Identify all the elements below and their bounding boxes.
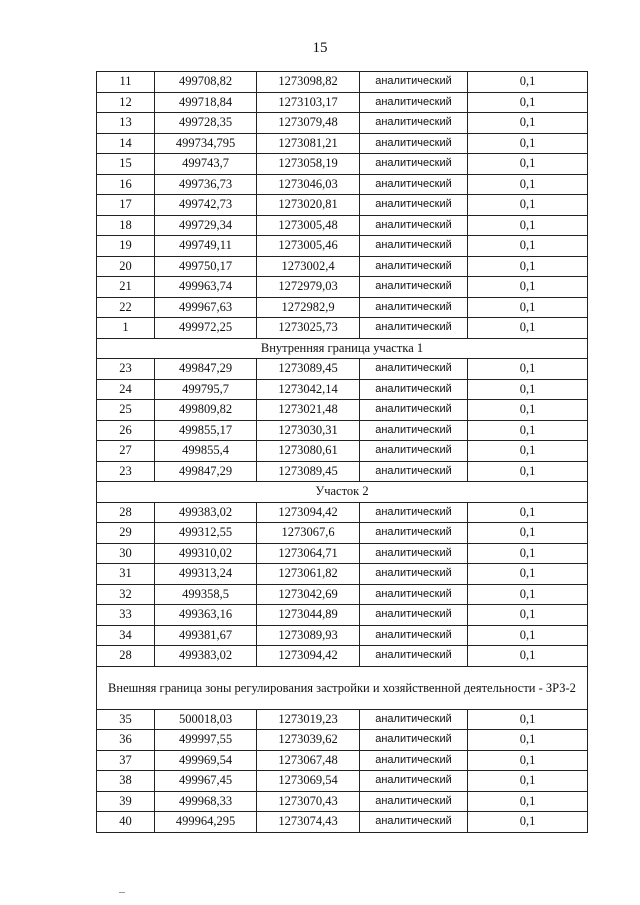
x-coordinate-cell: 500018,03 <box>155 709 257 730</box>
table-row <box>97 543 588 564</box>
accuracy-cell: 0,1 <box>468 791 588 812</box>
accuracy-cell: 0,1 <box>468 400 588 421</box>
method-cell: аналитический <box>360 812 468 833</box>
point-number-cell: 36 <box>97 730 155 751</box>
y-coordinate-cell: 1273002,4 <box>257 256 360 277</box>
x-coordinate-cell: 499963,74 <box>155 277 257 298</box>
accuracy-cell: 0,1 <box>468 215 588 236</box>
y-coordinate-cell: 1273064,71 <box>257 543 360 564</box>
table-row <box>97 791 588 812</box>
table-row <box>97 750 588 771</box>
point-number-cell: 29 <box>97 523 155 544</box>
point-number-cell: 18 <box>97 215 155 236</box>
accuracy-cell: 0,1 <box>468 730 588 751</box>
x-coordinate-cell: 499736,73 <box>155 174 257 195</box>
table-row <box>97 625 588 646</box>
point-number-cell: 15 <box>97 154 155 175</box>
accuracy-cell: 0,1 <box>468 236 588 257</box>
method-cell: аналитический <box>360 174 468 195</box>
method-cell: аналитический <box>360 379 468 400</box>
point-number-cell: 23 <box>97 461 155 482</box>
x-coordinate-cell: 499855,17 <box>155 420 257 441</box>
table-row <box>97 215 588 236</box>
method-cell: аналитический <box>360 400 468 421</box>
accuracy-cell: 0,1 <box>468 277 588 298</box>
point-number-cell: 39 <box>97 791 155 812</box>
accuracy-cell: 0,1 <box>468 461 588 482</box>
table-row <box>97 297 588 318</box>
section-header-row <box>97 482 588 503</box>
y-coordinate-cell: 1273005,46 <box>257 236 360 257</box>
method-cell: аналитический <box>360 277 468 298</box>
table-row <box>97 256 588 277</box>
point-number-cell: 12 <box>97 92 155 113</box>
accuracy-cell: 0,1 <box>468 646 588 667</box>
point-number-cell: 33 <box>97 605 155 626</box>
x-coordinate-cell: 499743,7 <box>155 154 257 175</box>
method-cell: аналитический <box>360 318 468 339</box>
accuracy-cell: 0,1 <box>468 605 588 626</box>
method-cell: аналитический <box>360 771 468 792</box>
point-number-cell: 23 <box>97 359 155 380</box>
method-cell: аналитический <box>360 564 468 585</box>
table-row <box>97 584 588 605</box>
accuracy-cell: 0,1 <box>468 771 588 792</box>
point-number-cell: 34 <box>97 625 155 646</box>
table-row <box>97 420 588 441</box>
page-number: 15 <box>312 40 328 56</box>
table-row <box>97 812 588 833</box>
accuracy-cell: 0,1 <box>468 750 588 771</box>
y-coordinate-cell: 1273044,89 <box>257 605 360 626</box>
x-coordinate-cell: 499847,29 <box>155 359 257 380</box>
x-coordinate-cell: 499750,17 <box>155 256 257 277</box>
y-coordinate-cell: 1273069,54 <box>257 771 360 792</box>
method-cell: аналитический <box>360 297 468 318</box>
accuracy-cell: 0,1 <box>468 625 588 646</box>
method-cell: аналитический <box>360 92 468 113</box>
section-title: Внутренняя граница участка 1 <box>97 338 588 359</box>
method-cell: аналитический <box>360 461 468 482</box>
x-coordinate-cell: 499728,35 <box>155 113 257 134</box>
table-row <box>97 564 588 585</box>
accuracy-cell: 0,1 <box>468 174 588 195</box>
y-coordinate-cell: 1272979,03 <box>257 277 360 298</box>
point-number-cell: 26 <box>97 420 155 441</box>
y-coordinate-cell: 1273094,42 <box>257 646 360 667</box>
accuracy-cell: 0,1 <box>468 297 588 318</box>
table-row <box>97 236 588 257</box>
table-row <box>97 400 588 421</box>
y-coordinate-cell: 1273019,23 <box>257 709 360 730</box>
method-cell: аналитический <box>360 420 468 441</box>
y-coordinate-cell: 1273081,21 <box>257 133 360 154</box>
section-header-row <box>97 338 588 359</box>
y-coordinate-cell: 1273042,14 <box>257 379 360 400</box>
point-number-cell: 30 <box>97 543 155 564</box>
method-cell: аналитический <box>360 441 468 462</box>
table-row <box>97 771 588 792</box>
y-coordinate-cell: 1273025,73 <box>257 318 360 339</box>
method-cell: аналитический <box>360 625 468 646</box>
section-header-row <box>97 666 588 709</box>
y-coordinate-cell: 1273042,69 <box>257 584 360 605</box>
method-cell: аналитический <box>360 730 468 751</box>
accuracy-cell: 0,1 <box>468 812 588 833</box>
y-coordinate-cell: 1273058,19 <box>257 154 360 175</box>
table-row <box>97 730 588 751</box>
table-row <box>97 113 588 134</box>
x-coordinate-cell: 499742,73 <box>155 195 257 216</box>
method-cell: аналитический <box>360 605 468 626</box>
y-coordinate-cell: 1273079,48 <box>257 113 360 134</box>
accuracy-cell: 0,1 <box>468 584 588 605</box>
table-row <box>97 441 588 462</box>
accuracy-cell: 0,1 <box>468 318 588 339</box>
method-cell: аналитический <box>360 359 468 380</box>
y-coordinate-cell: 1273030,31 <box>257 420 360 441</box>
table-row <box>97 154 588 175</box>
accuracy-cell: 0,1 <box>468 195 588 216</box>
y-coordinate-cell: 1273103,17 <box>257 92 360 113</box>
y-coordinate-cell: 1273098,82 <box>257 72 360 93</box>
x-coordinate-cell: 499310,02 <box>155 543 257 564</box>
point-number-cell: 24 <box>97 379 155 400</box>
point-number-cell: 35 <box>97 709 155 730</box>
y-coordinate-cell: 1273089,45 <box>257 461 360 482</box>
point-number-cell: 13 <box>97 113 155 134</box>
method-cell: аналитический <box>360 750 468 771</box>
x-coordinate-cell: 499972,25 <box>155 318 257 339</box>
table-row <box>97 379 588 400</box>
accuracy-cell: 0,1 <box>468 359 588 380</box>
point-number-cell: 27 <box>97 441 155 462</box>
x-coordinate-cell: 499964,295 <box>155 812 257 833</box>
section-title: Внешняя граница зоны регулирования застройки и хозяйственной деятельности - ЗРЗ-2 <box>97 666 588 709</box>
point-number-cell: 32 <box>97 584 155 605</box>
x-coordinate-cell: 499969,54 <box>155 750 257 771</box>
method-cell: аналитический <box>360 133 468 154</box>
table-row <box>97 523 588 544</box>
table-row <box>97 133 588 154</box>
x-coordinate-cell: 499358,5 <box>155 584 257 605</box>
point-number-cell: 25 <box>97 400 155 421</box>
x-coordinate-cell: 499847,29 <box>155 461 257 482</box>
table-row <box>97 72 588 93</box>
point-number-cell: 17 <box>97 195 155 216</box>
point-number-cell: 38 <box>97 771 155 792</box>
x-coordinate-cell: 499997,55 <box>155 730 257 751</box>
accuracy-cell: 0,1 <box>468 379 588 400</box>
x-coordinate-cell: 499729,34 <box>155 215 257 236</box>
table-row <box>97 605 588 626</box>
x-coordinate-cell: 499734,795 <box>155 133 257 154</box>
x-coordinate-cell: 499967,63 <box>155 297 257 318</box>
accuracy-cell: 0,1 <box>468 72 588 93</box>
point-number-cell: 37 <box>97 750 155 771</box>
accuracy-cell: 0,1 <box>468 441 588 462</box>
method-cell: аналитический <box>360 502 468 523</box>
point-number-cell: 40 <box>97 812 155 833</box>
y-coordinate-cell: 1273067,48 <box>257 750 360 771</box>
coordinates-table <box>96 71 588 833</box>
table-row <box>97 359 588 380</box>
point-number-cell: 31 <box>97 564 155 585</box>
table-row <box>97 318 588 339</box>
point-number-cell: 14 <box>97 133 155 154</box>
accuracy-cell: 0,1 <box>468 502 588 523</box>
x-coordinate-cell: 499809,82 <box>155 400 257 421</box>
x-coordinate-cell: 499967,45 <box>155 771 257 792</box>
point-number-cell: 20 <box>97 256 155 277</box>
x-coordinate-cell: 499749,11 <box>155 236 257 257</box>
accuracy-cell: 0,1 <box>468 709 588 730</box>
accuracy-cell: 0,1 <box>468 113 588 134</box>
y-coordinate-cell: 1273089,93 <box>257 625 360 646</box>
section-title: Участок 2 <box>97 482 588 503</box>
x-coordinate-cell: 499795,7 <box>155 379 257 400</box>
x-coordinate-cell: 499718,84 <box>155 92 257 113</box>
accuracy-cell: 0,1 <box>468 92 588 113</box>
scan-mark <box>119 892 125 893</box>
method-cell: аналитический <box>360 154 468 175</box>
method-cell: аналитический <box>360 709 468 730</box>
accuracy-cell: 0,1 <box>468 256 588 277</box>
y-coordinate-cell: 1273061,82 <box>257 564 360 585</box>
point-number-cell: 1 <box>97 318 155 339</box>
accuracy-cell: 0,1 <box>468 543 588 564</box>
table-row <box>97 646 588 667</box>
method-cell: аналитический <box>360 646 468 667</box>
y-coordinate-cell: 1273070,43 <box>257 791 360 812</box>
coordinates-table-body <box>97 72 588 833</box>
x-coordinate-cell: 499855,4 <box>155 441 257 462</box>
y-coordinate-cell: 1273005,48 <box>257 215 360 236</box>
table-row <box>97 174 588 195</box>
x-coordinate-cell: 499383,02 <box>155 646 257 667</box>
point-number-cell: 21 <box>97 277 155 298</box>
point-number-cell: 28 <box>97 502 155 523</box>
y-coordinate-cell: 1273021,48 <box>257 400 360 421</box>
y-coordinate-cell: 1273094,42 <box>257 502 360 523</box>
method-cell: аналитический <box>360 236 468 257</box>
point-number-cell: 19 <box>97 236 155 257</box>
point-number-cell: 11 <box>97 72 155 93</box>
table-row <box>97 709 588 730</box>
x-coordinate-cell: 499708,82 <box>155 72 257 93</box>
y-coordinate-cell: 1273020,81 <box>257 195 360 216</box>
method-cell: аналитический <box>360 195 468 216</box>
x-coordinate-cell: 499968,33 <box>155 791 257 812</box>
accuracy-cell: 0,1 <box>468 420 588 441</box>
accuracy-cell: 0,1 <box>468 564 588 585</box>
method-cell: аналитический <box>360 543 468 564</box>
table-row <box>97 502 588 523</box>
y-coordinate-cell: 1273089,45 <box>257 359 360 380</box>
table-row <box>97 277 588 298</box>
y-coordinate-cell: 1272982,9 <box>257 297 360 318</box>
y-coordinate-cell: 1273046,03 <box>257 174 360 195</box>
y-coordinate-cell: 1273080,61 <box>257 441 360 462</box>
method-cell: аналитический <box>360 113 468 134</box>
x-coordinate-cell: 499312,55 <box>155 523 257 544</box>
method-cell: аналитический <box>360 584 468 605</box>
method-cell: аналитический <box>360 215 468 236</box>
x-coordinate-cell: 499363,16 <box>155 605 257 626</box>
point-number-cell: 22 <box>97 297 155 318</box>
x-coordinate-cell: 499381,67 <box>155 625 257 646</box>
accuracy-cell: 0,1 <box>468 154 588 175</box>
table-row <box>97 92 588 113</box>
x-coordinate-cell: 499313,24 <box>155 564 257 585</box>
point-number-cell: 16 <box>97 174 155 195</box>
method-cell: аналитический <box>360 72 468 93</box>
table-row <box>97 461 588 482</box>
method-cell: аналитический <box>360 791 468 812</box>
x-coordinate-cell: 499383,02 <box>155 502 257 523</box>
y-coordinate-cell: 1273067,6 <box>257 523 360 544</box>
y-coordinate-cell: 1273074,43 <box>257 812 360 833</box>
y-coordinate-cell: 1273039,62 <box>257 730 360 751</box>
accuracy-cell: 0,1 <box>468 523 588 544</box>
accuracy-cell: 0,1 <box>468 133 588 154</box>
method-cell: аналитический <box>360 256 468 277</box>
method-cell: аналитический <box>360 523 468 544</box>
point-number-cell: 28 <box>97 646 155 667</box>
table-row <box>97 195 588 216</box>
